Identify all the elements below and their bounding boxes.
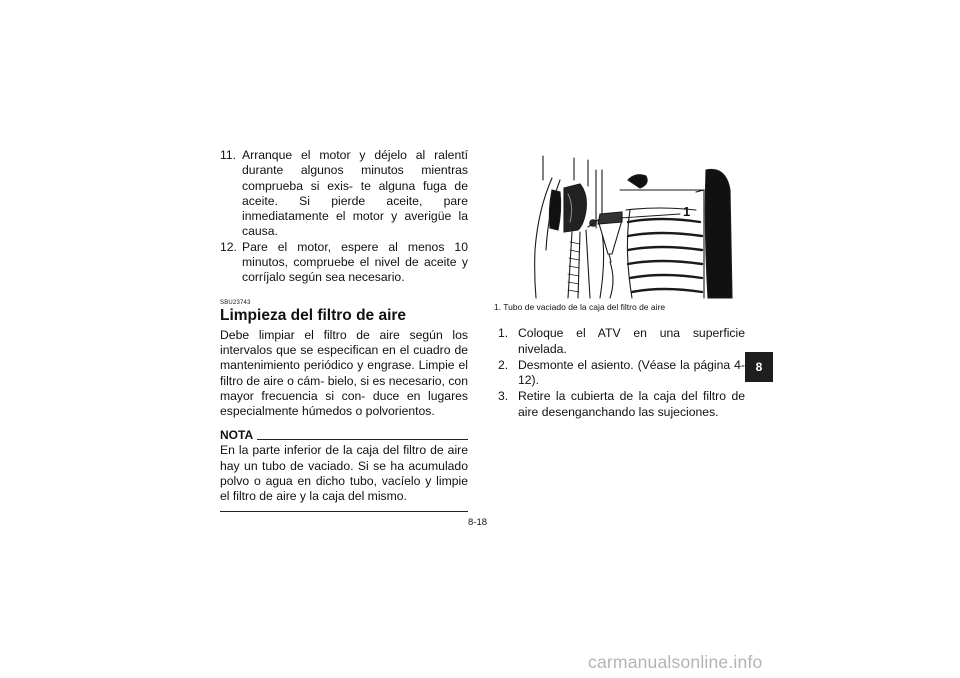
air-filter-steps [490,326,745,421]
step-number: 12. [220,239,237,254]
page-number: 8-18 [468,517,488,528]
step-text: Arranque el motor y déjelo al ralentí durante algunos minutos mientras comprueba si exis- te alguna fuga de aceite. Si pierde aceite, pare inmediatamente el motor y averigüe la causa. [242,148,468,239]
step-text: Desmonte el asiento. (Véase la página 4-12). [518,357,745,388]
drain-tube-figure [490,150,745,300]
chapter-tab: 8 [745,352,773,382]
note-header [220,428,468,442]
section-body: Debe limpiar el filtro de aire según los intervalos que se especifican en el cuadro de mantenimiento periódico y engrase. Limpie el filtro de aire o cám- bielo, si es necesario, con mayor frecuencia si con- duce en lugares especialmente húmedos o polvorientos. [220,327,468,419]
step-text: Pare el motor, espere al menos 10 minutos, compruebe el nivel de aceite y corríjalo según sea necesario. [242,239,468,285]
step-text: Coloque el ATV en una superficie nivelada. [518,326,745,356]
section-code: SBU23743 [220,299,251,306]
figure-caption: 1. Tubo de vaciado de la caja del filtro de aire [494,302,666,312]
callout-number: 1 [683,204,691,219]
note-rule [257,439,468,440]
step-item [490,389,745,421]
step-number: 1. [498,326,509,340]
step-item [220,240,468,286]
step-text: Retire la cubierta de la caja del filtro de aire desenganchando las sujeciones. [518,389,745,419]
drain-tube-illustration [490,150,745,300]
note-text: En la parte inferior de la caja del filtro de aire hay un tubo de vaciado. Si se ha acumulado polvo o agua en dicho tubo, vacíelo y limpie el filtro de aire y la caja del mismo. [220,443,468,504]
section-title: Limpieza del filtro de aire [220,306,407,324]
note-end-rule [220,511,468,512]
step-item [220,148,468,240]
step-item [490,358,745,390]
step-number: 11. [220,148,237,162]
step-number: 3. [498,389,509,404]
watermark: carmanualsonline.info [588,652,763,672]
left-column [220,148,468,512]
engine-oil-steps [220,148,468,286]
note-label: NOTA [220,428,254,443]
step-item [490,326,745,358]
right-column [490,150,745,421]
step-number: 2. [498,357,509,372]
